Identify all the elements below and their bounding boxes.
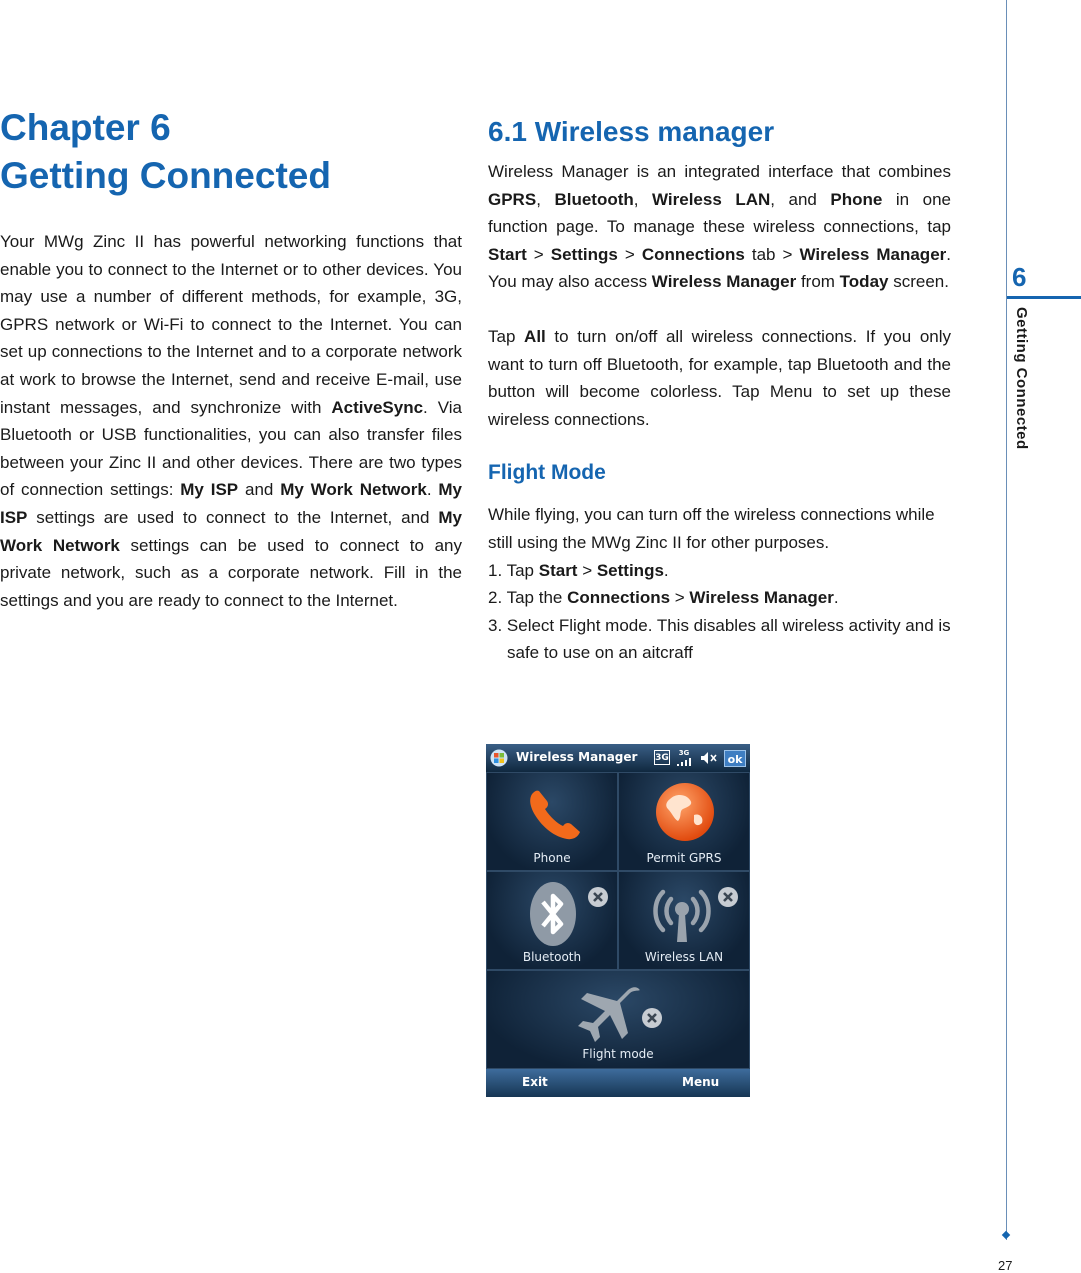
windows-start-icon[interactable] [490, 749, 508, 767]
side-chapter-title: Getting Connected [1013, 307, 1030, 450]
softkey-bar [486, 1069, 750, 1097]
section-title: 6.1 Wireless manager [488, 116, 775, 147]
side-accent-line [1007, 296, 1081, 299]
diamond-icon [1002, 1231, 1010, 1239]
3g-icon: 3G [654, 750, 670, 765]
phone-tile-label: Phone [533, 851, 571, 865]
permit-gprs-tile[interactable] [618, 772, 750, 871]
bluetooth-label: Bluetooth [522, 950, 582, 964]
airplane-icon [575, 985, 645, 1043]
flight-mode-heading: Flight Mode [488, 461, 606, 485]
wireless-manager-screenshot [486, 744, 750, 1097]
flight-mode-tile[interactable] [486, 970, 750, 1069]
bluetooth-off-icon [587, 886, 609, 908]
flight-mode-off-icon [641, 1007, 663, 1029]
chapter-heading [0, 104, 460, 200]
globe-icon [652, 779, 718, 845]
page-number: 27 [998, 1258, 1013, 1273]
chapter-title: Getting Connected [0, 155, 331, 196]
step-2: 2. Tap the Connections > Wireless Manager. [488, 588, 839, 608]
wireless-lan-off-icon [717, 886, 739, 908]
step-3: 3. Select Flight mode. This disables all wireless activity and is safe to use on an aitcraff [488, 615, 951, 663]
bluetooth-icon [527, 880, 579, 948]
chapter-number: Chapter 6 [0, 107, 171, 148]
permit-gprs-label: Permit GPRS [646, 851, 722, 865]
intro-paragraph: Your MWg Zinc II has powerful networking functions that enable you to connect to the Internet or to other devices. You may use a number of different methods, for example, 3G, GPRS network or Wi-Fi to connect to the Internet. You can set up connections to the Internet and to a corporate network at work to browse the Internet, send and receive E-mail, use instant messages, and synchronize with ActiveSync. Via Bluetooth or USB functionalities, you can also transfer files between your Zinc II and other devices. There are two types of connection settings: My ISP and My Work Network. My ISP settings are used to connect to the Internet, and My Work Network settings can be used to connect to any private network, such as a corporate network. Fill in the settings and you are ready to connect to the Internet. [0, 232, 463, 610]
phone-tile[interactable] [486, 772, 618, 871]
step-1: 1. Tap Start > Settings. [488, 560, 669, 580]
exit-softkey[interactable]: Exit [522, 1075, 548, 1089]
side-divider [1006, 0, 1007, 1240]
signal-icon: 3G [676, 750, 692, 765]
wifi-antenna-icon [649, 884, 715, 944]
flight-mode-steps [488, 557, 951, 667]
ok-button[interactable]: ok [724, 750, 746, 767]
phone-handset-icon [525, 787, 583, 841]
flight-mode-intro: While flying, you can turn off the wireless connections while still using the MWg Zinc II for other purposes. [488, 505, 935, 552]
wireless-manager-section [488, 114, 951, 667]
wireless-manager-paragraph: Wireless Manager is an integrated interface that combines GPRS, Bluetooth, Wireless LAN, and Phone in one function page. To manage these wireless connections, tap Start > Settings > Connections tab > Wireless Manager. You may also access Wireless Manager from Today screen. [488, 162, 952, 292]
phone-app-title: Wireless Manager [516, 750, 638, 764]
menu-softkey[interactable]: Menu [682, 1075, 720, 1089]
tap-all-paragraph: Tap All to turn on/off all wireless connections. If you only want to turn off Bluetooth, for example, tap Bluetooth and the button will become colorless. Tap Menu to set up these wireless connections. [488, 326, 952, 429]
wireless-lan-label: Wireless LAN [644, 950, 724, 964]
bluetooth-tile[interactable] [486, 871, 618, 970]
side-chapter-number: 6 [1012, 262, 1027, 292]
volume-muted-icon[interactable] [700, 751, 718, 765]
phone-title-bar [486, 744, 750, 772]
wireless-lan-tile[interactable] [618, 871, 750, 970]
flight-mode-label: Flight mode [582, 1047, 654, 1061]
